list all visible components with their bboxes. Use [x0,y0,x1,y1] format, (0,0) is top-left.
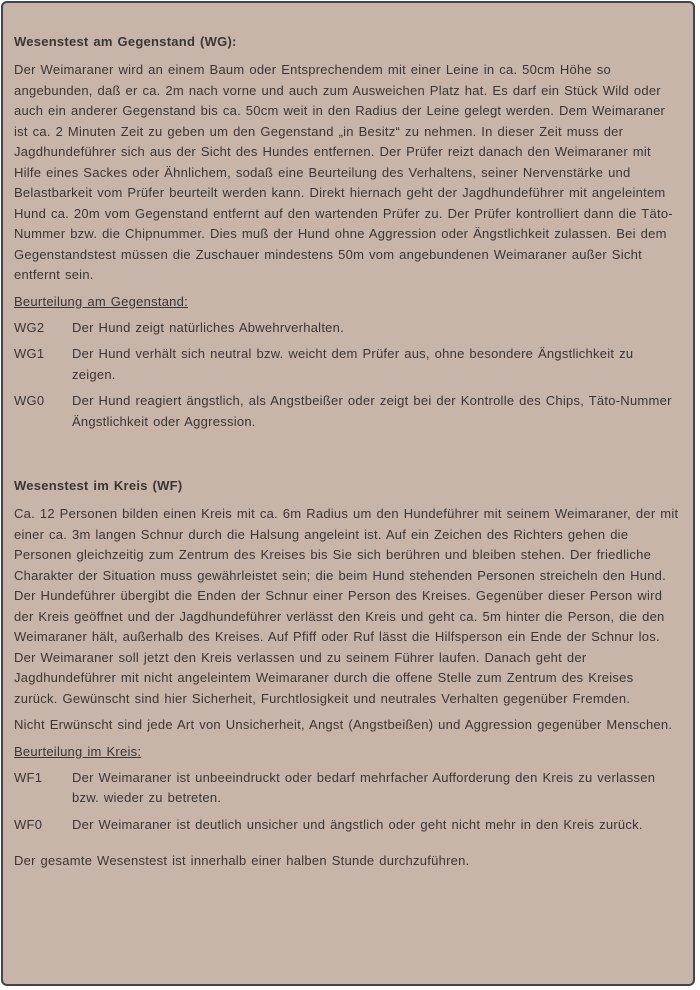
rating-code: WG2 [14,319,45,335]
footer-note: Der gesamte Wesenstest ist innerhalb einer halben Stunde durchzuführen. [14,853,470,868]
rating-description: Der Hund verhält sich neutral bzw. weicht dem Prüfer aus, ohne besondere Ängstlichkeit zu zeigen. [72,346,634,382]
rating-row-wg0 [14,391,679,432]
rating-row-wf0 [14,815,679,836]
section-body-wg: Der Weimaraner wird an einem Baum oder Entsprechendem mit einer Leine in ca. 50cm Höhe so angebunden, daß er ca. 2m nach vorne und auch zum Ausweichen Platz hat. Es darf ein Stück Wild oder auch ein anderer Gegenstand bis ca. 50cm weit in den Radius der Leine gelegt werden. Dem Weimaraner ist ca. 2 Minuten Zeit zu geben um den Gegenstand „in Besitz“ zu nehmen. In dieser Zeit muss der Jagdhundeführer sich aus der Sicht des Hundes entfernen. Der Prüfer reizt danach den Weimaraner mit Hilfe eines Sackes oder Ähnlichem, sodaß eine Beurteilung des Verhaltens, seiner Nervenstärke und Belastbarkeit vom Prüfer beurteilt werden kann. Direkt hiernach geht der Jagdhundeführer mit angeleintem Hund ca. 20m vom Gegenstand entfernt auf den wartenden Prüfer zu. Der Prüfer kontrolliert dann die Täto-Nummer bzw. die Chipnummer. Dies muß der Hund ohne Aggression oder Ängstlichkeit zulassen. Bei dem Gegenstandstest müssen die Zuschauer mindestens 50m vom angebundenen Weimaraner außer Sicht entfernt sein. [14,62,673,282]
section-heading-wf: Wesenstest im Kreis (WF) [14,478,183,493]
rating-row-wg2 [14,318,679,339]
rating-description: Der Hund reagiert ängstlich, als Angstbeißer oder zeigt bei der Kontrolle des Chips, Täto-Nummer Ängstlichkeit oder Aggression. [72,393,672,429]
rating-description: Der Hund zeigt natürliches Abwehrverhalten. [72,319,345,335]
rating-row-wf1 [14,768,679,809]
section-spacer [14,438,679,476]
rating-code: WF1 [14,769,43,785]
section-body-wf: Ca. 12 Personen bilden einen Kreis mit ca. 6m Radius um den Hundeführer mit seinem Weimaraner, der mit einer ca. 3m langen Schnur durch die Halsung angeleint ist. Auf ein Zeichen des Richters gehen die Personen gleichzeitig zum Zentrum des Kreises bis Sie sich berühren und bleiben stehen. Der friedliche Charakter der Situation muss gewährleistet sein; die beim Hund stehenden Personen streicheln den Hund. Der Hundeführer übergibt die Enden der Schnur einer Person des Kreises. Gegenüber dieser Person wird der Kreis geöffnet und der Jagdhundeführer verlässt den Kreis und geht ca. 5m hinter die Person, die den Weimaraner hält, außerhalb des Kreises. Auf Pfiff oder Ruf lässt die Hilfsperson ein Ende der Schnur los. Der Weimaraner soll jetzt den Kreis verlassen und zu seinem Führer laufen. Danach geht der Jagdhundeführer mit nicht angeleintem Weimaraner durch die offene Stelle zum Zentrum des Kreises zurück. Gewünscht sind hier Sicherheit, Furchtlosigkeit und neutrales Verhalten gegenüber Fremden. [14,506,679,706]
document-panel [1,1,695,986]
rating-code: WG0 [14,393,45,408]
rating-code: WF0 [14,816,43,832]
rating-code: WG1 [14,346,45,361]
rating-description: Der Weimaraner ist unbeeindruckt oder bedarf mehrfacher Aufforderung den Kreis zu verlassen bzw. wieder zu betreten. [72,769,656,805]
rating-heading-wf: Beurteilung im Kreis: [14,743,142,759]
footer-spacer [14,841,679,851]
rating-heading-wg: Beurteilung am Gegenstand: [14,293,188,309]
rating-row-wg1 [14,344,679,385]
section-body-wf-note: Nicht Erwünscht sind jede Art von Unsicherheit, Angst (Angstbeißen) und Aggression gegenüber Menschen. [14,717,673,732]
section-heading-wg: Wesenstest am Gegenstand (WG): [14,34,237,49]
rating-description: Der Weimaraner ist deutlich unsicher und ängstlich oder geht nicht mehr in den Kreis zurück. [72,816,643,832]
